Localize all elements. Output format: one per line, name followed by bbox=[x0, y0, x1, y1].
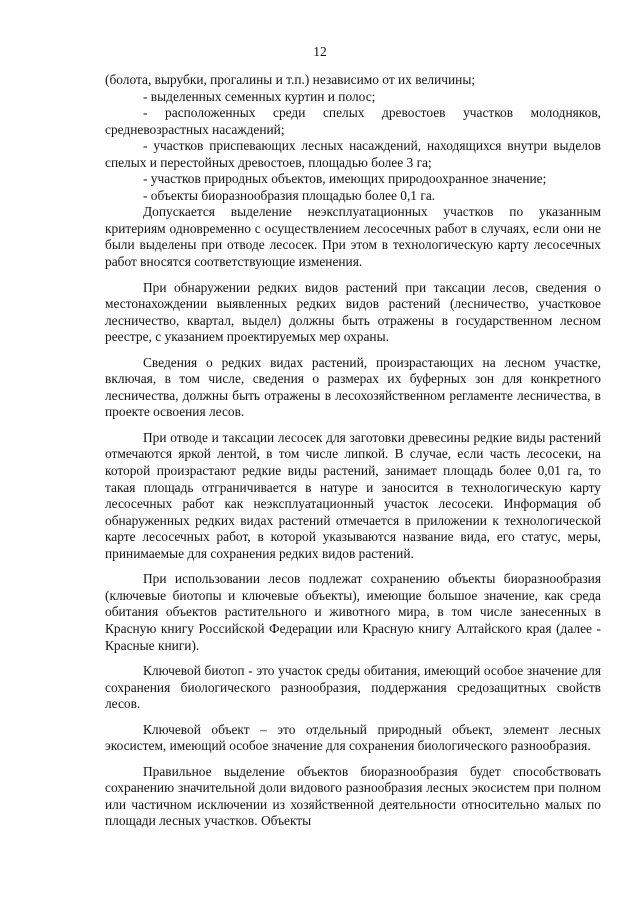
paragraph: - участков приспевающих лесных насаждений, находящихся внутри выделов спелых и перестойных древостоев, площадью более 3 га; bbox=[105, 138, 601, 170]
paragraph: При отводе и таксации лесосек для заготовки древесины редкие виды растений отмечаются яркой лентой, в том числе липкой. В случае, если часть лесосеки, на которой произрастают редкие виды растений, занимает площадь более 0,01 га, то такая площадь отграничивается в натуре и заносится в технологическую карту лесосечных работ как неэксплуатационный участок лесосеки. Информация об обнаруженных редких видах растений отмечается в приложении к технологической карте лесосечных работ, в которой указываются название вида, его статус, меры, принимаемые для сохранения редких видов растений. bbox=[105, 429, 601, 561]
paragraph: Правильное выделение объектов биоразнообразия будет способствовать сохранению значительной доли видового разнообразия лесных экосистем при полном или частичном исключении из хозяйственной деятельности относительно малых по площади лесных участков. Объекты bbox=[105, 763, 601, 829]
paragraph: Ключевой объект – это отдельный природный объект, элемент лесных экосистем, имеющий особое значение для сохранения биологического разнообразия. bbox=[105, 721, 601, 754]
paragraph: При обнаружении редких видов растений при таксации лесов, сведения о местонахождении выявленных редких видов растений (лесничество, участковое лесничество, квартал, выдел) должны быть отражены в государственном лесном реестре, с указанием проектируемых мер охраны. bbox=[105, 279, 601, 345]
page-number: 12 bbox=[313, 44, 327, 59]
paragraph: При использовании лесов подлежат сохранению объекты биоразнообразия (ключевые биотопы и ключевые объекты), имеющие большое значение, как среда обитания объектов растительного и животного мира, в том числе занесенных в Красную книгу Российской Федерации или Красную книгу Алтайского края (далее - Красные книги). bbox=[105, 571, 601, 653]
paragraph: (болота, вырубки, прогалины и т.п.) независимо от их величины; bbox=[105, 72, 476, 87]
paragraph: Ключевой биотоп - это участок среды обитания, имеющий особое значение для сохранения биологического разнообразия, поддержания средозащитных свойств лесов. bbox=[105, 663, 601, 712]
paragraph: - объекты биоразнообразия площадью более 0,1 га. bbox=[143, 187, 436, 203]
paragraph: Сведения о редких видах растений, произрастающих на лесном участке, включая, в том числе, сведения о размерах их буферных зон для конкретного лесничества, должны быть отражены в лесохозяйственном регламенте лесничества, в проекте освоения лесов. bbox=[105, 354, 601, 420]
paragraph: - выделенных семенных куртин и полос; bbox=[143, 88, 376, 104]
paragraph: - участков природных объектов, имеющих природоохранное значение; bbox=[143, 171, 547, 187]
paragraph: - расположенных среди спелых древостоев участков молодняков, средневозрастных насаждений; bbox=[105, 105, 601, 137]
paragraph: Допускается выделение неэксплуатационных участков по указанным критериям одновременно с осуществлением лесосечных работ в случаях, если они не были выделены при отводе лесосек. При этом в технологическую карту лесосечных работ вносятся соответствующие изменения. bbox=[105, 204, 601, 270]
document-body bbox=[105, 72, 601, 830]
